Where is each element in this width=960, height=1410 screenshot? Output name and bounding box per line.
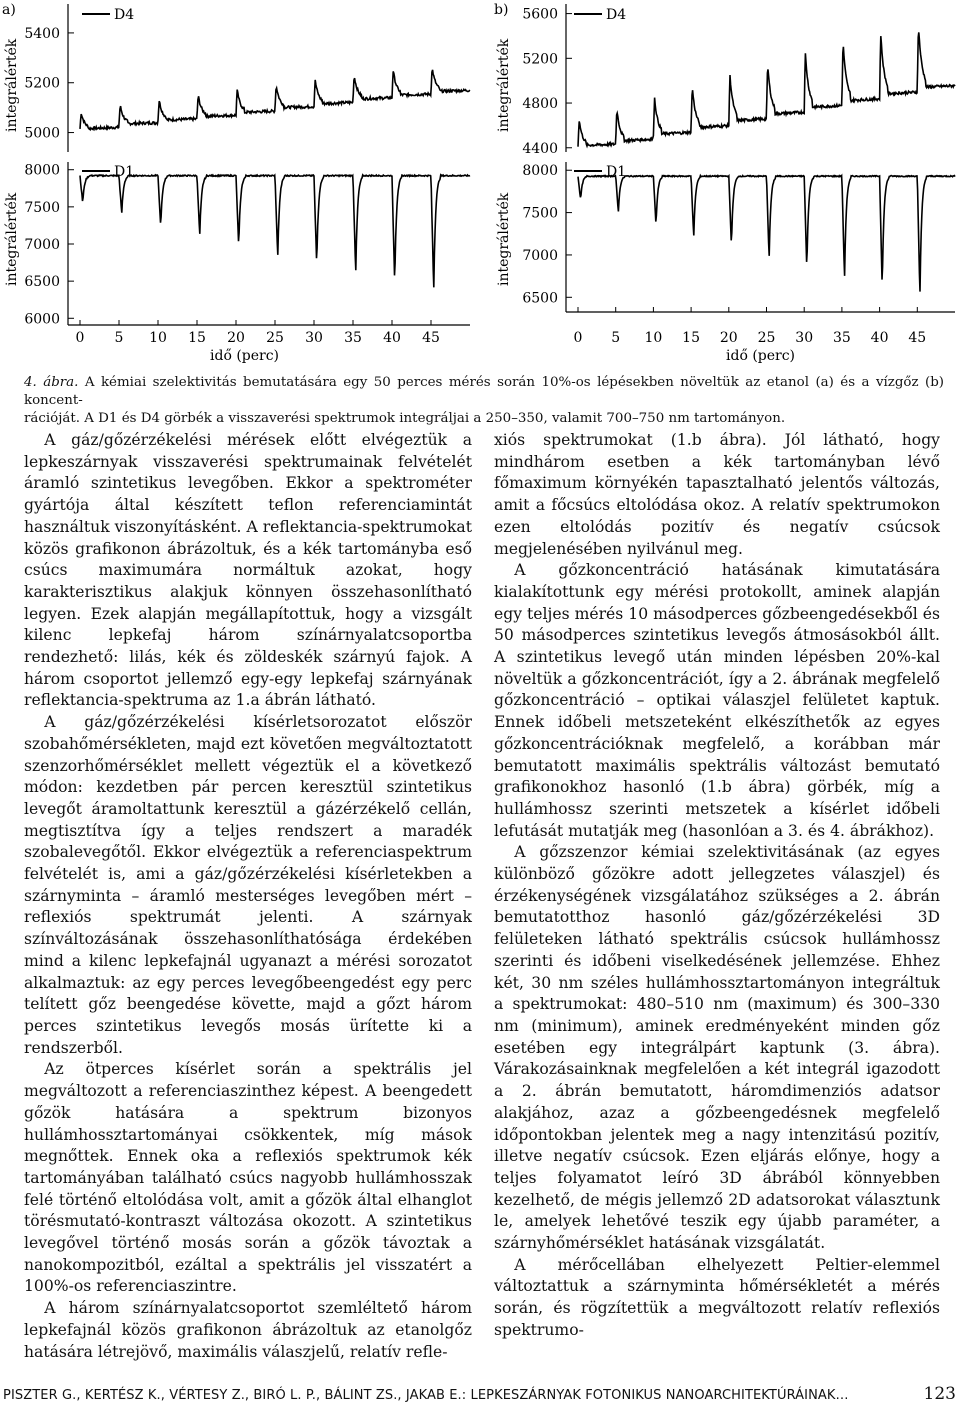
page-footer — [0, 1384, 960, 1410]
ytick-label: 7000 — [522, 247, 558, 264]
caption-text: A kémiai szelektivitás bemutatására egy 50 perces mérés során 10%-os lépésekben növeltük az etanol (a) és a vízgőz (b) koncent- — [24, 375, 944, 408]
ytick-label: 5200 — [522, 51, 558, 68]
xtick-label: 30 — [795, 330, 814, 346]
right-column — [494, 430, 940, 1342]
xtick-label: 45 — [422, 330, 440, 346]
panel-a-upper-ylabel: integrálérték — [4, 38, 20, 132]
caption-text-2: rációját. A D1 és D4 görbék a visszaverési spektrumok integráljai a 250–350, valamit 700–750 nm tartományon. — [24, 411, 786, 426]
ytick-label: 6000 — [24, 311, 60, 328]
left-paragraph-2: A gáz/gőzérzékelési kísérletsorozatot először szobahőmérsékleten, majd ezt követően megváltoztatott szenzorhőmérséklet mellett végeztük el a következő módon: kezdetben pár percen keresztül szintetikus levegőt áramoltattunk keresztül a gázérzékelő cellán, megtisztítva így a teljes rendszert a maradék szobalevegőtől. Ekkor elvégeztük a referenciaspektrum felvételét is, ami a gáz/gőzérzékelési kísérletekben a szárnyminta – áramló mesterséges levegőben mért – reflexiós spektrumát jelenti. A szárnyak színváltozásának összehasonlíthatósága érdekében mind a kilenc lepkefajnál ugyanazt a mérési sorozatot alkalmaztuk: az egy perces levegőbeengedést egy perc telített gőz beengedése követte, majd a gőzt három perces szintetikus levegős mosás ürítette ki a rendszerből. — [24, 713, 472, 1057]
xtick-label: 5 — [114, 330, 124, 346]
panel-b-d1-series — [578, 176, 955, 292]
ytick-label: 5000 — [24, 125, 60, 142]
panel-a-d1-legend — [82, 164, 134, 180]
right-paragraph-1: xiós spektrumokat (1.b ábra). Jól látható, hogy mindhárom esetben a kék tartományban lévő főmaximum környékén tapasztalható jelentős változás, amit a főcsúcs eltolódása okoz. A relatív spektrumokon ezen eltolódás pozitív és negatív csúcsok megjelenésében nyilvánul meg. — [494, 431, 940, 558]
xtick-label: 40 — [383, 330, 401, 346]
ytick-label: 7500 — [522, 205, 558, 222]
ytick-label: 6500 — [24, 274, 60, 291]
panel-b-d4-legend — [574, 7, 626, 23]
xtick-label: 40 — [870, 330, 889, 346]
caption-label: 4. ábra. — [24, 375, 79, 390]
xtick-label: 5 — [611, 330, 621, 346]
right-paragraph-3: A gőzszenzor kémiai szelektivitásának (az egyes különböző gőzökre adott jellegzetes válaszjel) és érzékenységének vizsgálatához szükséges a 2. ábrán bemutatotthoz hasonló gáz/gőzérzékelési 3D felületeken látható spektrális csúcsok hullámhossz szerinti és időbeni viselkedésének jellemzése. Ehhez két, 30 nm széles hullámhossztartományon integráltuk a spektrumokat: 480–510 nm (maximum) és 300–330 nm (minimum), aminek eredményeként minden gőz esetében egy integrálpárt kaptunk (3. ábra). Várakozásainknak megfelelően a két integrál igazodott a 2. ábrán bemutatott, háromdimenziós adatsor alakjához, azaz a gőzbeengedésnek megfelelő időpontokban jelentek meg a nagy intenzitású pozitív, illetve negatív csúcsok. Ezen eljárás előnye, hogy a teljes folyamatot leíró 3D ábrából könnyebben kezelhető, de mégis jellemző 2D adatsorokat választunk le, amelyek lehetővé teszik egy újabb paraméter, a szárnyhőmérséklet hatásának vizsgálatát. — [494, 843, 940, 1253]
xtick-label: 25 — [266, 330, 284, 346]
panel-a-d4-legend — [82, 7, 134, 23]
panel-a-label: a) — [2, 2, 16, 18]
ytick-label: 6500 — [522, 290, 558, 307]
xtick-label: 0 — [75, 330, 85, 346]
figure-caption — [24, 374, 944, 428]
panel-a-xticks — [68, 320, 470, 346]
left-paragraph-1: A gáz/gőzérzékelési mérések előtt elvégeztük a lepkeszárnyak visszaverési spektrumainak felvételét áramló szintetikus levegőben. Ekkor a spektrométer gyártója által készített teflon referenciamintát használtuk viszonyításként. A reflektancia-spektrumokat közös grafikonon ábrázoltuk, és a kék tartományba eső csúcs maximumára normáltuk azokat, hogy karakterisztikus alakjuk könnyen összehasonlítható legyen. Ezek alapján megállapítottuk, hogy a vizsgált kilenc lepkefaj három színárnyalatcsoportba rendezhető: lilás, kék és zöldeskék szárnyú fajok. A három csoportot jellemző egy-egy lepkefaj szárnyának reflektancia-spektruma az 1.a ábrán látható. — [24, 431, 472, 710]
ytick-label: 7000 — [24, 237, 60, 253]
panel-a-d4-series — [80, 70, 470, 130]
xtick-label: 35 — [344, 330, 362, 346]
panel-a-lower-ylabel: integrálérték — [4, 192, 20, 286]
panel-a-xlabel: idő (perc) — [210, 348, 280, 364]
xtick-label: 10 — [149, 330, 167, 346]
panel-b-d4-series — [578, 32, 955, 146]
panel-b-xticks — [566, 307, 955, 346]
svg-text:D1: D1 — [606, 164, 627, 180]
xtick-label: 10 — [644, 330, 663, 346]
left-paragraph-3: Az ötperces kísérlet során a spektrális jel megváltozott a referenciaszinthez képest. A beengedett gőzök hatására a spektrum bizonyos hullámhossztartományai csökkentek, míg mások megnőttek. Ennek oka a reflexiós spektrumok kék tartományában található csúcs nagyobb hullámhosszak felé történő eltolódása volt, amit a gőzök által elhanglot törésmutató-kontraszt változása okozott. A szintetikus levegővel történő mosás során a gőzök távoztak a nanokompozitból, ezáltal a spektrális jel visszatért a 100%-os referenciaszintre. — [24, 1060, 472, 1296]
panel-a-upper-yticks — [24, 26, 74, 142]
right-paragraph-4: A mérőcellában elhelyezett Peltier-elemmel változtattuk a szárnyminta hőmérsékletét a mérés során, és rögzítettük a megváltozott relatív reflexiós spektrumo- — [494, 1255, 940, 1339]
page-number: 123 — [923, 1384, 956, 1404]
right-paragraph-2: A gőzkoncentráció hatásának kimutatására kialakítottunk egy mérési protokollt, aminek alapján egy teljes mérés 10 másodperces gőzbeengedésekből és 50 másodperces szintetikus levegős átmosásokból állt. A szintetikus levegő után minden lépésben 20%-kal növeltük a gőzkoncentrációt, így a 2. ábrának megfelelő gőzkoncentráció – optikai válaszjel felületet kaptuk. Ennek időbeli metszeteként elkészíthetők az egyes gőzkoncentrációknak megfelelő, a korábban már bemutatott maximális spektrális változást bemutató grafikonokhoz hasonló (1.b ábra) görbék, míg a hullámhossz szerinti metszetek a kísérlet időbeli lefutását mutatják meg (hasonlóan a 3. és 4. ábrákhoz). — [494, 561, 940, 840]
panel-b-label: b) — [494, 2, 509, 18]
panel-b-upper-ylabel: integrálérték — [496, 38, 512, 132]
ytick-label: 5200 — [24, 75, 60, 92]
xtick-label: 30 — [305, 330, 323, 346]
xtick-label: 15 — [682, 330, 701, 346]
left-paragraph-4: A három színárnyalatcsoportot szemléltető három lepkefajnál közös grafikonon ábrázoltuk az etanolgőz hatására létrejövő, maximális válaszjelű, relatív refle- — [24, 1299, 472, 1361]
panel-a-d1-series — [80, 175, 470, 287]
xtick-label: 0 — [573, 330, 583, 346]
left-column — [24, 430, 472, 1363]
svg-text:D4: D4 — [114, 7, 135, 23]
svg-text:D1: D1 — [114, 164, 135, 180]
panel-b-lower-yticks — [522, 163, 572, 306]
ytick-label: 5600 — [522, 6, 558, 23]
panel-b-upper-yticks — [522, 7, 572, 157]
ytick-label: 7500 — [24, 199, 60, 216]
ytick-label: 8000 — [24, 162, 60, 179]
panel-b-xlabel: idő (perc) — [726, 348, 796, 364]
ytick-label: 4800 — [522, 96, 558, 113]
xtick-label: 20 — [719, 330, 738, 346]
xtick-label: 35 — [832, 330, 851, 346]
xtick-label: 45 — [908, 330, 927, 346]
xtick-label: 15 — [188, 330, 206, 346]
footer-authors: PISZTER G., KERTÉSZ K., VÉRTESY Z., BIRÓ L. P., BÁLINT ZS., JAKAB E.: LEPKESZÁRNYAK FOTONIKUS NANOARCHITEKTÚRÁINAK… — [3, 1388, 849, 1403]
ytick-label: 8000 — [522, 163, 558, 180]
ytick-label: 4400 — [522, 140, 558, 157]
xtick-label: 25 — [757, 330, 776, 346]
svg-text:D4: D4 — [606, 7, 627, 23]
panel-a-lower-yticks — [24, 163, 74, 328]
xtick-label: 20 — [227, 330, 245, 346]
figure-4 — [0, 0, 960, 370]
ytick-label: 5400 — [24, 25, 60, 42]
panel-b-lower-ylabel: integrálérték — [496, 192, 512, 286]
